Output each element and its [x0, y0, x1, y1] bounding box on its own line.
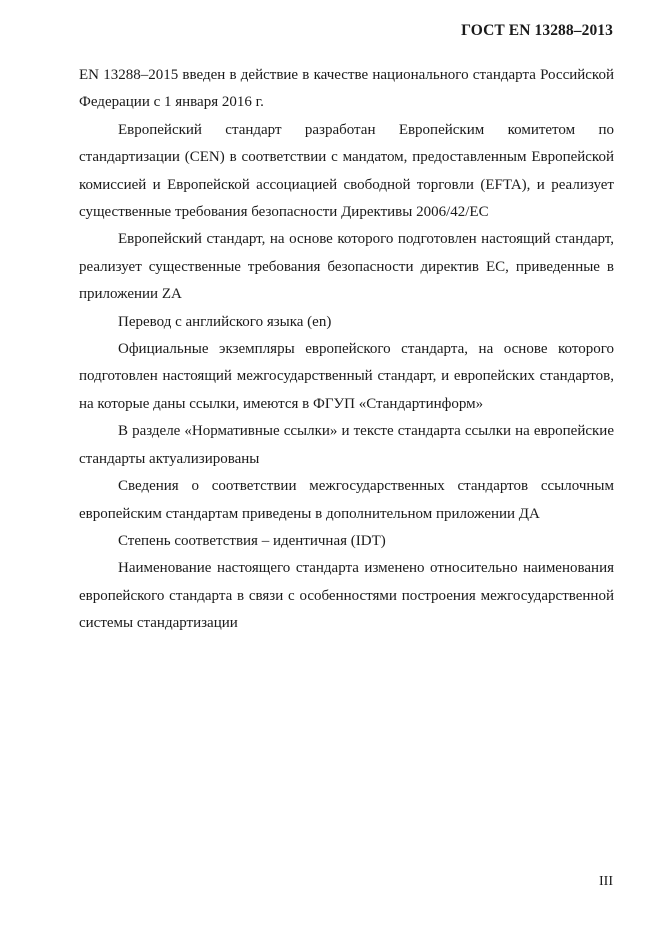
paragraph-requirements: Европейский стандарт, на основе которого подготовлен настоящий стандарт, реализует существенные требования безопасности директив ЕС, приведенные в приложении ZA — [79, 231, 614, 303]
paragraph-degree-of-correspondence: Степень соответствия – идентичная (IDT) — [118, 532, 386, 549]
paragraph-official-copies: Официальные экземпляры европейского стандарта, на основе которого подготовлен настоящий межгосударственный стандарт, и европейских стандартов, на которые даны ссылки, имеются в ФГУП «Стандартинформ» — [79, 341, 614, 412]
paragraph-correspondence-info: Сведения о соответствии межгосударственных стандартов ссылочным европейским стандартам приведены в дополнительном приложении ДА — [79, 478, 614, 522]
paragraph-enactment: EN 13288–2015 введен в действие в качестве национального стандарта Российской Федерации с 1 января 2016 г. — [79, 67, 614, 111]
paragraph-developer: Европейский стандарт разработан Европейским комитетом по стандартизации (CEN) в соответствии с мандатом, предоставленным Европейской комиссией и Европейской ассоциацией свободной торговли (EFTA), и реализует существенные требования безопасности Директивы 2006/42/EC — [79, 121, 614, 221]
page-number: III — [599, 874, 613, 889]
standard-code-header: ГОСТ EN 13288–2013 — [461, 22, 613, 39]
paragraph-translation: Перевод с английского языка (en) — [118, 313, 332, 330]
paragraph-title-change: Наименование настоящего стандарта изменено относительно наименования европейского стандарта в связи с особенностями построения межгосударственной системы стандартизации — [79, 560, 614, 632]
document-body — [79, 62, 614, 638]
paragraph-normative-references: В разделе «Нормативные ссылки» и тексте стандарта ссылки на европейские стандарты актуализированы — [79, 423, 614, 467]
